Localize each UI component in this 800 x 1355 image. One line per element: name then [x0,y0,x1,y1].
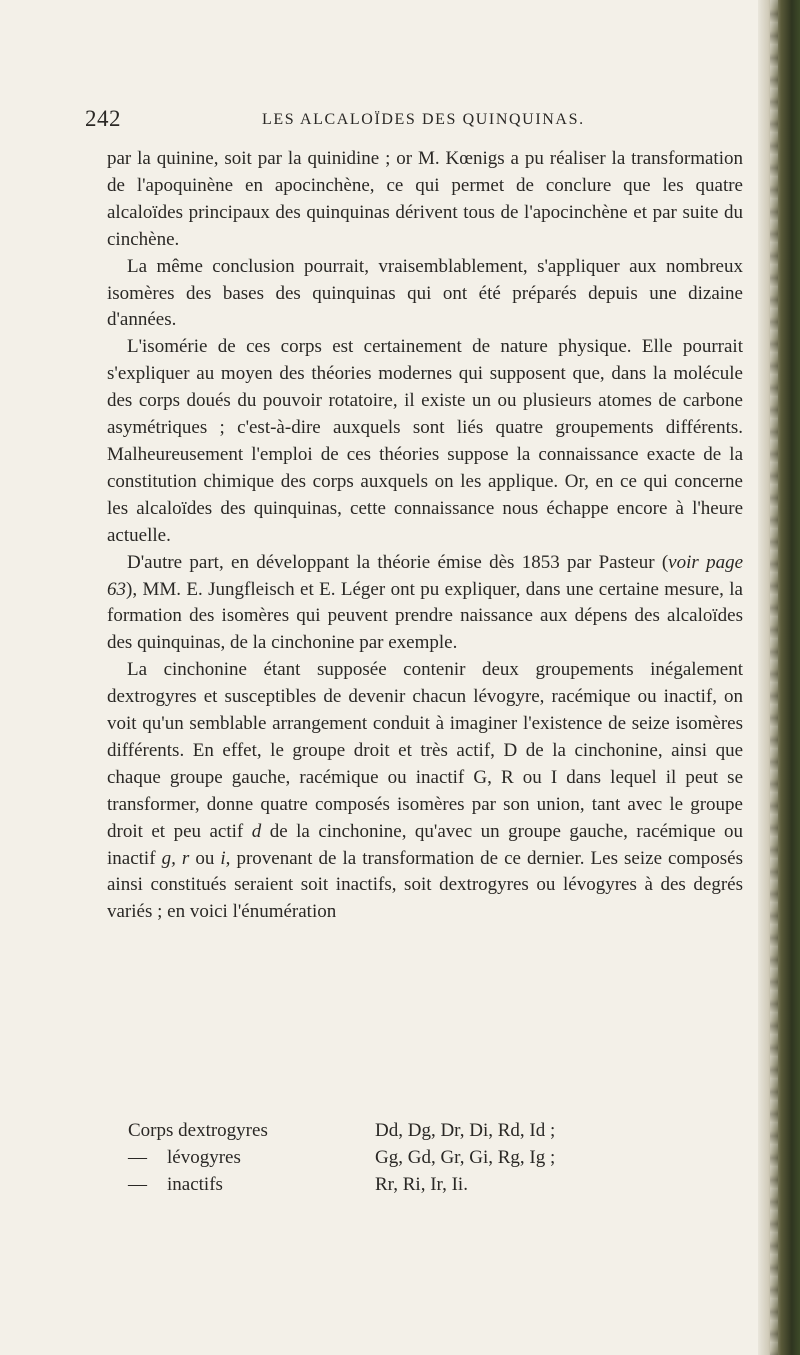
enum-label-levogyres: lévogyres [167,1146,241,1168]
paragraph-1-text: par la quinine, soit par la quinidine ; or M. Kœnigs a pu réaliser la transformation de l'apoquinène en apocinchène, ce qui permet de conclure que les quatre alcaloïdes principaux des quinquinas dérivent tous de l'apocinchène et par suite du cinchène. [107,148,743,250]
ditto-dash: — [128,1173,147,1195]
page-header [0,106,760,136]
italic-d: d [251,820,262,842]
enum-label-inactifs-cell [128,1172,375,1199]
paragraph-3-text: L'isomérie de ces corps est certainement de nature physique. Elle pourrait s'expliquer au moyen des théories modernes qui supposent que, dans la molécule des corps doués du pouvoir rotatoire, il existe un ou plusieurs atomes de carbone asymétriques ; c'est-à-dire auxquels sont liés quatre groupements différents. Malheureusement l'emploi de ces théories suppose la connaissance exacte de la constitution chimique des corps auxquels on les applique. Or, en ce qui concerne les alcaloïdes des quinquinas, cette connaissance nous échappe encore à l'heure actuelle. [107,336,743,546]
page-number: 242 [85,106,121,131]
running-title: LES ALCALOÏDES DES QUINQUINAS. [262,111,585,128]
body-text [107,146,743,926]
paragraph-4-before: D'autre part, en développant la théorie émise dès 1853 par Pasteur ( [127,551,669,573]
enum-row-inactifs [128,1172,648,1199]
paragraph-5-middle: de la cinchonine, qu'avec un groupe gauche, racémique ou inactif [107,820,744,869]
paragraph-1 [107,146,743,254]
page-edge-shadow [758,0,800,1355]
italic-i: i [220,847,226,869]
paragraph-5-after: , provenant de la transformation de ce dernier. Les seize composés ainsi constitués seraient soit inactifs, soit dextrogyres ou lévogyres à des degrés variés ; en voici l'énumération [107,847,743,923]
paragraph-4 [107,550,743,658]
isomer-enumeration [128,1118,648,1199]
enum-row-dextrogyres [128,1118,648,1145]
paragraph-2 [107,254,743,335]
ditto-dash: — [128,1146,147,1168]
paragraph-4-after: ), MM. E. Jungfleisch et E. Léger ont pu expliquer, dans une certaine mesure, la formation des isomères qui peuvent prendre naissance aux dépens des alcaloïdes des quinquinas, de la cinchonine par exemple. [107,578,743,654]
paragraph-5-before: La cinchonine étant supposée contenir deux groupements inégalement dextrogyres et susceptibles de devenir chacun lévogyre, racémique ou inactif, on voit qu'un semblable arrangement conduit à imaginer l'existence de seize isomères différents. En effet, le groupe droit et très actif, D de la cinchonine, ainsi que chaque groupe gauche, racémique ou inactif G, R ou I dans lequel il peut se transformer, donne quatre composés isomères par son union, tant avec le groupe droit et peu actif [107,659,743,842]
page-reference: voir page 63 [107,551,743,600]
page-edge-texture [770,0,778,1355]
enum-row-levogyres [128,1145,648,1172]
enum-values-inactifs: Rr, Ri, Ir, Ii. [375,1173,468,1195]
enum-label-inactifs: inactifs [167,1173,223,1195]
enum-values-levogyres: Gg, Gd, Gr, Gi, Rg, Ig ; [375,1146,556,1168]
enum-label-dextrogyres: Corps dextrogyres [128,1120,268,1141]
paragraph-3 [107,334,743,549]
paragraph-5 [107,657,743,926]
enum-label-levogyres-cell [128,1145,375,1172]
paragraph-5-middle2: ou [189,847,221,869]
italic-g-r: g, r [161,847,190,869]
enum-values-dextrogyres: Dd, Dg, Dr, Di, Rd, Id ; [375,1120,556,1141]
paragraph-2-text: La même conclusion pourrait, vraisemblablement, s'appliquer aux nombreux isomères des bases des quinquinas qui ont été préparés depuis une dizaine d'années. [107,255,743,331]
